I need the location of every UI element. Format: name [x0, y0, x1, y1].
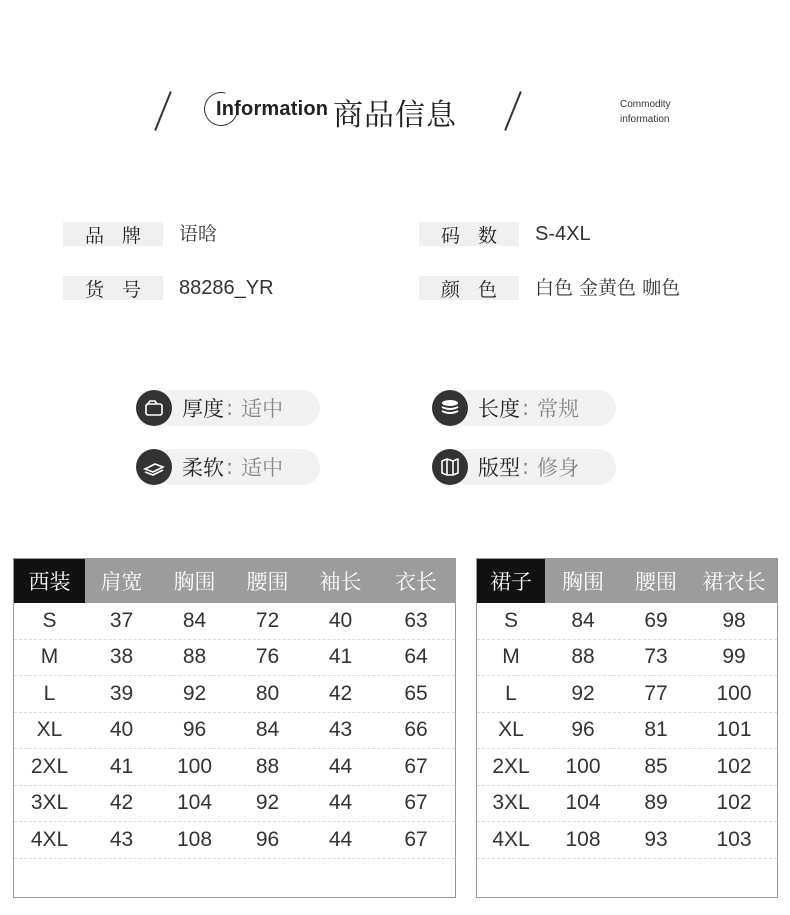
measurement-cell: 44: [328, 791, 353, 815]
skirt-table-body: [477, 603, 777, 859]
item-number-label: 货号: [63, 276, 163, 300]
information-en-text: Information: [216, 97, 329, 120]
size-cell: L: [43, 681, 56, 705]
size-cell: 3XL: [492, 791, 530, 815]
skirt-table-header: [477, 559, 777, 603]
feature-separator: :: [226, 455, 234, 479]
measurement-cell: 85: [644, 754, 668, 778]
header-cell: 腰围: [246, 570, 289, 594]
table-row: [477, 603, 777, 640]
decorative-slash-right: [504, 91, 522, 131]
measurement-cell: 84: [571, 608, 595, 632]
measurement-cell: 67: [404, 791, 428, 815]
measurement-cell: 67: [404, 827, 428, 851]
fit-icon: [432, 449, 468, 485]
measurement-cell: 99: [722, 645, 746, 669]
feature-key: 柔软: [182, 456, 224, 480]
measurement-cell: 102: [716, 791, 752, 815]
table-row: [14, 822, 455, 859]
size-cell: 4XL: [492, 827, 530, 851]
measurement-cell: 100: [176, 754, 213, 778]
measurement-cell: 41: [328, 645, 353, 669]
measurement-cell: 98: [722, 608, 746, 632]
table-row: [477, 749, 777, 786]
feature-value: 修身: [537, 456, 580, 480]
measurement-cell: 103: [716, 827, 752, 851]
brand-value: 语晗: [179, 223, 218, 245]
table-row: [14, 676, 455, 713]
brand-label: 品牌: [63, 222, 163, 246]
size-label: 码数: [419, 222, 519, 246]
measurement-cell: 43: [328, 718, 353, 742]
measurement-cell: 80: [255, 681, 280, 705]
feature-separator: :: [522, 455, 530, 479]
header-cell: 胸围: [562, 570, 604, 594]
table-row: [14, 749, 455, 786]
header-cell: 袖长: [319, 570, 362, 594]
table-row: [477, 822, 777, 859]
table-row: [477, 640, 777, 677]
commodity-caption: [620, 97, 671, 127]
color-value: 白色 金黄色 咖色: [535, 277, 681, 299]
measurement-cell: 89: [644, 791, 668, 815]
table-row: [14, 786, 455, 823]
header-cell: 衣长: [395, 570, 437, 594]
feature-key: 版型: [478, 456, 520, 480]
measurement-cell: 96: [571, 718, 595, 742]
measurement-cell: 92: [255, 791, 280, 815]
feature-fit: [432, 449, 579, 485]
size-value: S-4XL: [535, 223, 591, 245]
feature-softness: [136, 449, 283, 485]
suit-size-table: [13, 558, 456, 898]
size-cell: XL: [36, 718, 63, 742]
measurement-cell: 76: [255, 645, 280, 669]
suit-table-header: [14, 559, 455, 603]
header-cell: 西装: [14, 559, 85, 603]
softness-icon: [136, 449, 172, 485]
measurement-cell: 44: [328, 827, 353, 851]
measurement-cell: 84: [182, 608, 207, 632]
feature-length: [432, 390, 579, 426]
feature-separator: :: [226, 396, 234, 420]
header-cell: 腰围: [635, 570, 677, 594]
commodity-caption-line1: Commodity: [620, 99, 671, 110]
measurement-cell: 41: [109, 754, 134, 778]
feature-key: 厚度: [182, 397, 224, 421]
measurement-cell: 104: [565, 791, 601, 815]
measurement-cell: 77: [644, 681, 668, 705]
measurement-cell: 44: [328, 754, 353, 778]
suit-table-body: [14, 603, 455, 859]
measurement-cell: 73: [644, 645, 668, 669]
decorative-slash-left: [154, 91, 172, 131]
measurement-cell: 102: [716, 754, 752, 778]
measurement-cell: 81: [644, 718, 668, 742]
measurement-cell: 40: [328, 608, 353, 632]
measurement-cell: 92: [571, 681, 595, 705]
measurement-cell: 108: [565, 827, 601, 851]
measurement-cell: 37: [109, 608, 134, 632]
header-cell: 裙衣长: [702, 570, 766, 594]
measurement-cell: 88: [182, 645, 207, 669]
measurement-cell: 42: [109, 791, 134, 815]
table-row: [14, 640, 455, 677]
measurement-cell: 96: [182, 718, 207, 742]
measurement-cell: 88: [571, 645, 595, 669]
measurement-cell: 39: [109, 681, 134, 705]
size-cell: S: [503, 608, 518, 632]
size-cell: 2XL: [492, 754, 530, 778]
feature-value: 适中: [241, 456, 284, 480]
skirt-size-table: [476, 558, 778, 898]
measurement-cell: 96: [255, 827, 280, 851]
measurement-cell: 100: [565, 754, 601, 778]
measurement-cell: 38: [109, 645, 134, 669]
measurement-cell: 72: [255, 608, 280, 632]
length-icon: [432, 390, 468, 426]
size-cell: XL: [498, 718, 524, 742]
table-row: [477, 676, 777, 713]
header-cell: 肩宽: [100, 570, 143, 594]
measurement-cell: 43: [109, 827, 134, 851]
measurement-cell: 64: [404, 645, 428, 669]
information-heading: [204, 92, 328, 126]
size-cell: M: [40, 645, 59, 669]
measurement-cell: 92: [182, 681, 207, 705]
size-cell: 2XL: [30, 754, 69, 778]
size-cell: L: [505, 681, 517, 705]
size-cell: S: [42, 608, 57, 632]
table-row: [14, 713, 455, 750]
measurement-cell: 42: [328, 681, 353, 705]
measurement-cell: 108: [176, 827, 213, 851]
measurement-cell: 65: [404, 681, 428, 705]
item-number-value: 88286_YR: [179, 277, 274, 299]
measurement-cell: 69: [644, 608, 668, 632]
table-row: [477, 713, 777, 750]
measurement-cell: 88: [255, 754, 280, 778]
measurement-cell: 63: [404, 608, 428, 632]
table-row: [14, 603, 455, 640]
commodity-caption-line2: information: [620, 114, 670, 125]
feature-value: 适中: [241, 397, 284, 421]
measurement-cell: 67: [404, 754, 428, 778]
measurement-cell: 100: [716, 681, 752, 705]
measurement-cell: 66: [404, 718, 428, 742]
measurement-cell: 93: [644, 827, 668, 851]
size-cell: M: [502, 645, 520, 669]
thickness-icon: [136, 390, 172, 426]
measurement-cell: 40: [109, 718, 134, 742]
feature-thickness: [136, 390, 283, 426]
feature-key: 长度: [478, 397, 520, 421]
table-row: [477, 786, 777, 823]
feature-value: 常规: [537, 397, 580, 421]
header-cell: 胸围: [173, 570, 216, 594]
feature-separator: :: [522, 396, 530, 420]
header-cell: 裙子: [477, 559, 545, 603]
measurement-cell: 84: [255, 718, 280, 742]
size-cell: 4XL: [30, 827, 69, 851]
measurement-cell: 104: [176, 791, 213, 815]
information-cn-title: 商品信息: [333, 98, 457, 133]
color-label: 颜色: [419, 276, 519, 300]
size-cell: 3XL: [30, 791, 69, 815]
measurement-cell: 101: [716, 718, 752, 742]
